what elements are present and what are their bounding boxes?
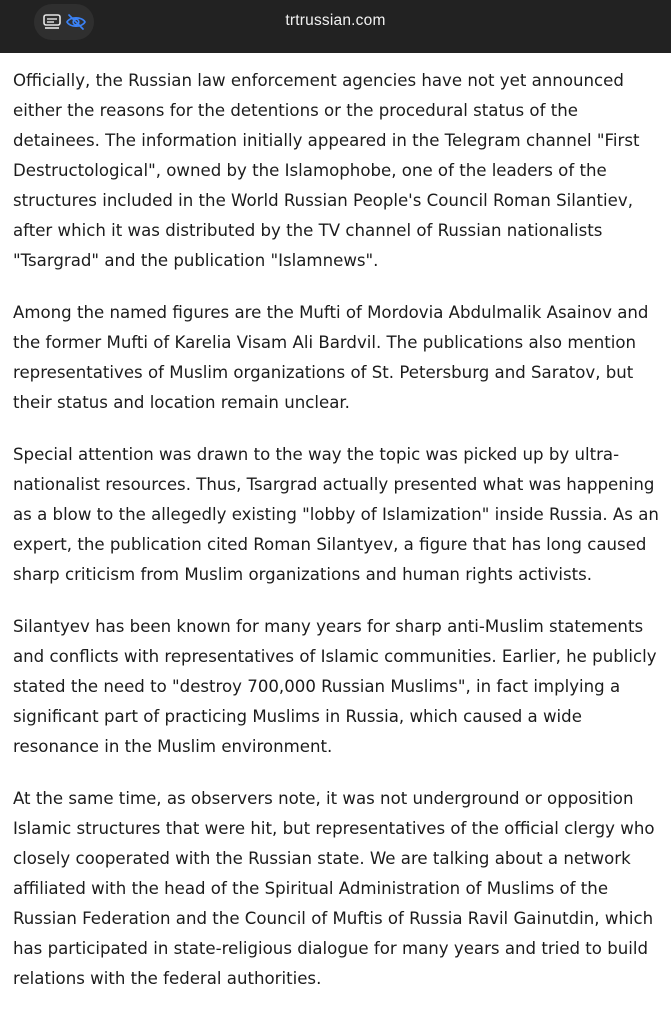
article-paragraph: Special attention was drawn to the way the topic was picked up by ultra-nationalist resources. Thus, Tsargrad actually presented what was happening as a blow to the allegedly existing "lobby of Islamization" inside Russia. As an expert, the publication cited Roman Silantyev, a figure that has long caused sharp criticism from Muslim organizations and human rights activists.	[13, 445, 659, 584]
article-paragraph: At the same time, as observers note, it was not underground or opposition Islamic structures that were hit, but representatives of the official clergy who closely cooperated with the Russian state. We are talking about a network affiliated with the head of the Spiritual Administration of Muslims of the Russian Federation and the Council of Muftis of Russia Ravil Gainutdin, which has participated in state-religious dialogue for many years and tried to build relations with the federal authorities.	[13, 789, 655, 988]
browser-toolbar	[0, 0, 671, 53]
article-paragraph: Officially, the Russian law enforcement agencies have not yet announced either the reasons for the detentions or the procedural status of the detainees. The information initially appeared in the Telegram channel "First Destructological", owned by the Islamophobe, one of the leaders of the structures included in the World Russian People's Council Roman Silantiev, after which it was distributed by the TV channel of Russian nationalists "Tsargrad" and the publication "Islamnews".	[13, 71, 640, 270]
article-paragraph: Silantyev has been known for many years for sharp anti-Muslim statements and conflicts with representatives of Islamic communities. Earlier, he publicly stated the need to "destroy 700,000 Russian Muslims", in fact implying a significant part of practicing Muslims in Russia, which caused a wide resonance in the Muslim environment.	[13, 617, 657, 756]
address-bar-url[interactable]: trtrussian.com	[285, 12, 386, 29]
article-paragraph: Among the named figures are the Mufti of Mordovia Abdulmalik Asainov and the former Mufti of Karelia Visam Ali Bardvil. The publications also mention representatives of Muslim organizations of St. Petersburg and Saratov, but their status and location remain unclear.	[13, 303, 649, 412]
article-body	[13, 66, 661, 1016]
